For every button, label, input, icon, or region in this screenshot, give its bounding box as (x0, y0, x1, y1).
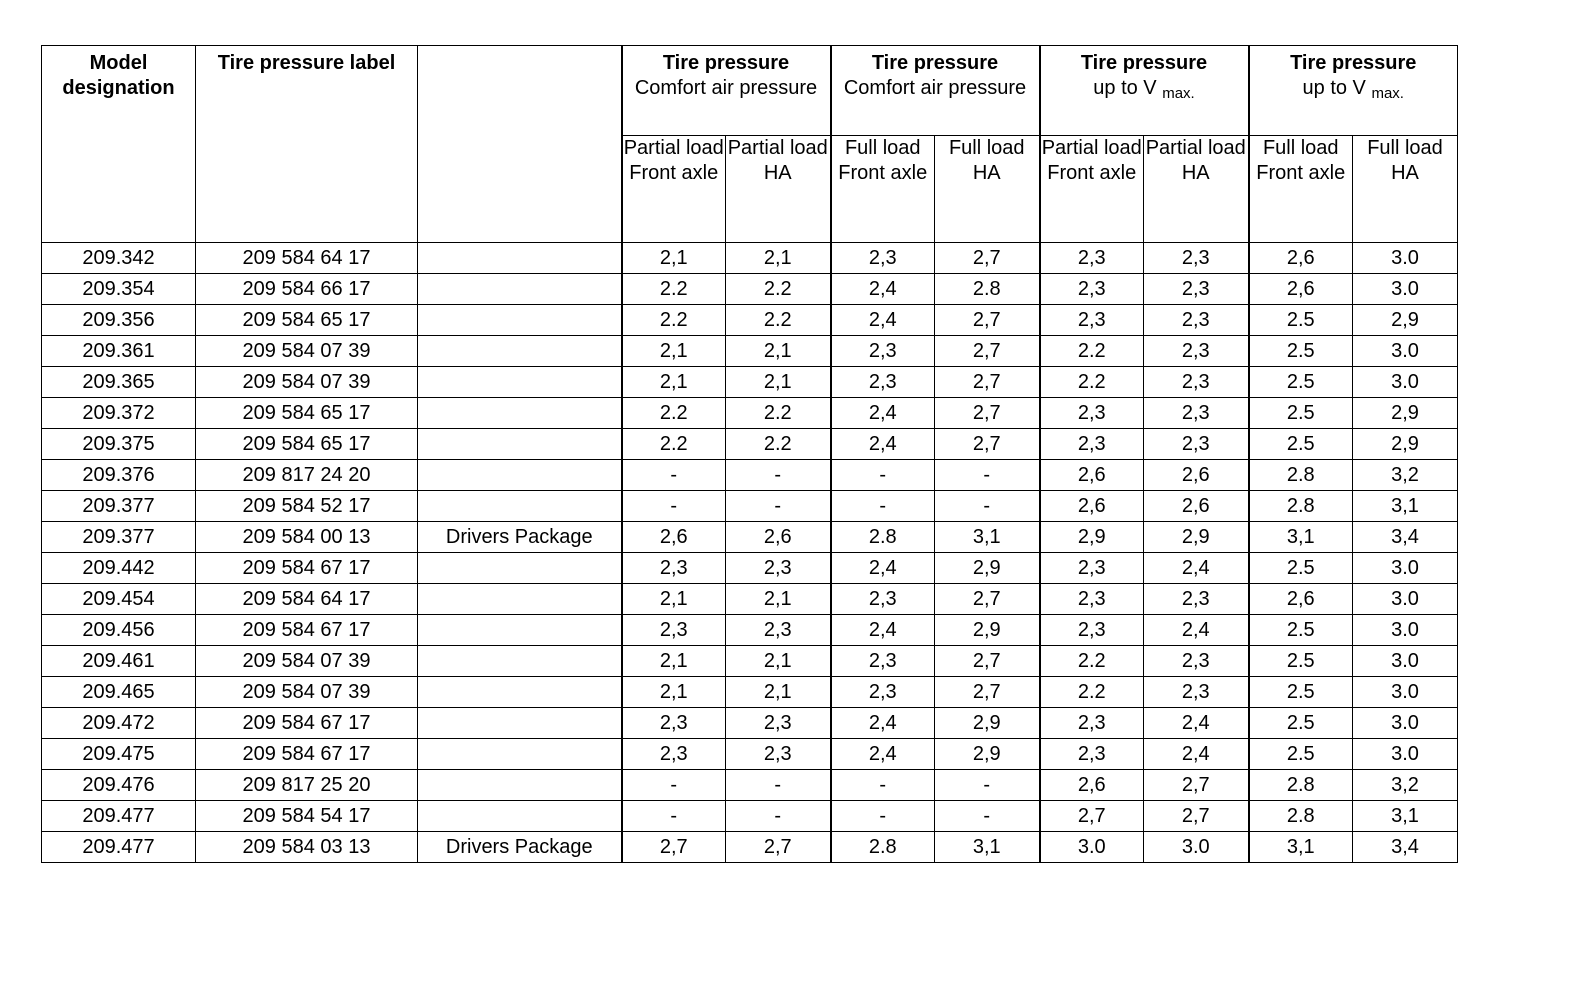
notes-cell (418, 708, 622, 739)
vmax-partial-front-cell: 2,3 (1040, 615, 1144, 646)
vmax-partial-front-cell: 2,3 (1040, 584, 1144, 615)
notes-cell (418, 677, 622, 708)
label-cell: 209 584 07 39 (196, 336, 418, 367)
vmax-partial-front-cell: 2,3 (1040, 305, 1144, 336)
vmax-partial-ha-cell: 2,4 (1144, 739, 1249, 770)
vmax-partial-ha-cell: 2,6 (1144, 460, 1249, 491)
comfort-full-ha-cell: 2.8 (935, 274, 1040, 305)
model-designation-label: Model designation (62, 52, 175, 99)
comfort-full-ha-cell: - (935, 460, 1040, 491)
comfort-full-ha-cell: 2,7 (935, 398, 1040, 429)
group-title: Tire pressure (871, 52, 999, 74)
label-cell: 209 584 00 13 (196, 522, 418, 553)
vmax-full-ha-cell: 3,2 (1353, 770, 1458, 801)
vmax-partial-front-cell: 3.0 (1040, 832, 1144, 863)
comfort-partial-front-cell: 2,7 (622, 832, 726, 863)
vmax-full-front-cell: 2.5 (1249, 615, 1353, 646)
comfort-partial-front-cell: - (622, 491, 726, 522)
vmax-partial-ha-cell: 2,3 (1144, 677, 1249, 708)
comfort-partial-front-cell: 2.2 (622, 398, 726, 429)
comfort-partial-ha-cell: 2,1 (726, 584, 831, 615)
label-cell: 209 584 65 17 (196, 398, 418, 429)
group-subtitle: up to V $_{max.}$ (1093, 77, 1195, 102)
table-row (42, 739, 1458, 770)
notes-cell (418, 398, 622, 429)
model-cell: 209.477 (42, 832, 196, 863)
vmax-partial-ha-cell: 2,3 (1144, 243, 1249, 274)
label-cell: 209 584 67 17 (196, 739, 418, 770)
comfort-full-front-cell: - (831, 491, 935, 522)
label-cell: 209 584 65 17 (196, 429, 418, 460)
vmax-full-front-cell: 2.5 (1249, 305, 1353, 336)
vmax-full-front-cell: 2.5 (1249, 739, 1353, 770)
comfort-full-front-cell: 2,3 (831, 243, 935, 274)
comfort-full-ha-cell: 2,7 (935, 305, 1040, 336)
model-cell: 209.372 (42, 398, 196, 429)
comfort-full-front-cell: 2,4 (831, 615, 935, 646)
vmax-full-ha-cell: 3,4 (1353, 522, 1458, 553)
label-cell: 209 817 24 20 (196, 460, 418, 491)
vmax-full-front-cell: 2.5 (1249, 336, 1353, 367)
label-cell: 209 584 07 39 (196, 677, 418, 708)
comfort-partial-front-cell: - (622, 460, 726, 491)
model-cell: 209.377 (42, 522, 196, 553)
vmax-partial-front-cell: 2,3 (1040, 553, 1144, 584)
comfort-partial-front-cell: 2,1 (622, 584, 726, 615)
table-row (42, 460, 1458, 491)
vmax-partial-ha-cell: 2,4 (1144, 615, 1249, 646)
vmax-partial-ha-cell: 2,3 (1144, 274, 1249, 305)
table-body (42, 243, 1458, 863)
label-cell: 209 584 67 17 (196, 708, 418, 739)
header-partial-front: Partial load Front axle (622, 136, 726, 243)
table-row (42, 305, 1458, 336)
comfort-full-ha-cell: 2,9 (935, 739, 1040, 770)
vmax-partial-ha-cell: 3.0 (1144, 832, 1249, 863)
model-cell: 209.472 (42, 708, 196, 739)
comfort-full-ha-cell: 3,1 (935, 522, 1040, 553)
table-row (42, 615, 1458, 646)
comfort-full-front-cell: 2,3 (831, 646, 935, 677)
comfort-partial-ha-cell: 2,3 (726, 708, 831, 739)
comfort-full-front-cell: 2,4 (831, 305, 935, 336)
comfort-full-front-cell: 2,4 (831, 553, 935, 584)
vmax-partial-front-cell: 2.2 (1040, 646, 1144, 677)
comfort-partial-front-cell: 2,1 (622, 243, 726, 274)
comfort-full-ha-cell: 2,9 (935, 615, 1040, 646)
vmax-partial-ha-cell: 2,4 (1144, 553, 1249, 584)
group-subtitle: up to V $_{max.}$ (1302, 77, 1404, 102)
header-group-vmax-partial (1040, 46, 1249, 136)
comfort-full-front-cell: 2,4 (831, 398, 935, 429)
vmax-partial-ha-cell: 2,3 (1144, 398, 1249, 429)
vmax-full-ha-cell: 3.0 (1353, 553, 1458, 584)
vmax-full-ha-cell: 3.0 (1353, 646, 1458, 677)
vmax-full-ha-cell: 3.0 (1353, 739, 1458, 770)
comfort-full-front-cell: - (831, 460, 935, 491)
comfort-partial-ha-cell: 2,1 (726, 677, 831, 708)
notes-cell (418, 770, 622, 801)
comfort-full-front-cell: 2,3 (831, 677, 935, 708)
label-cell: 209 584 64 17 (196, 243, 418, 274)
vmax-partial-front-cell: 2.2 (1040, 336, 1144, 367)
table-row (42, 801, 1458, 832)
table-row (42, 832, 1458, 863)
model-cell: 209.342 (42, 243, 196, 274)
vmax-partial-ha-cell: 2,6 (1144, 491, 1249, 522)
vmax-full-ha-cell: 3.0 (1353, 584, 1458, 615)
comfort-full-ha-cell: - (935, 491, 1040, 522)
comfort-full-front-cell: 2.8 (831, 522, 935, 553)
comfort-partial-ha-cell: - (726, 460, 831, 491)
group-title: Tire pressure (1080, 52, 1208, 74)
comfort-full-front-cell: 2,4 (831, 739, 935, 770)
header-group-comfort-partial (622, 46, 831, 136)
comfort-full-front-cell: - (831, 801, 935, 832)
comfort-full-ha-cell: 2,7 (935, 336, 1040, 367)
model-cell: 209.375 (42, 429, 196, 460)
comfort-full-front-cell: 2,4 (831, 708, 935, 739)
label-cell: 209 584 52 17 (196, 491, 418, 522)
table-row (42, 708, 1458, 739)
vmax-partial-front-cell: 2,3 (1040, 398, 1144, 429)
comfort-partial-ha-cell: - (726, 770, 831, 801)
vmax-partial-ha-cell: 2,4 (1144, 708, 1249, 739)
group-title: Tire pressure (662, 52, 790, 74)
notes-cell (418, 367, 622, 398)
comfort-full-front-cell: 2,3 (831, 584, 935, 615)
model-cell: 209.442 (42, 553, 196, 584)
vmax-partial-ha-cell: 2,3 (1144, 336, 1249, 367)
label-cell: 209 584 67 17 (196, 553, 418, 584)
vmax-full-front-cell: 2.8 (1249, 491, 1353, 522)
vmax-full-ha-cell: 3.0 (1353, 677, 1458, 708)
vmax-full-ha-cell: 2,9 (1353, 429, 1458, 460)
vmax-partial-front-cell: 2,7 (1040, 801, 1144, 832)
comfort-partial-ha-cell: 2.2 (726, 305, 831, 336)
model-cell: 209.365 (42, 367, 196, 398)
vmax-full-front-cell: 3,1 (1249, 522, 1353, 553)
label-cell: 209 584 64 17 (196, 584, 418, 615)
comfort-partial-front-cell: 2,3 (622, 708, 726, 739)
notes-cell (418, 305, 622, 336)
table-row (42, 367, 1458, 398)
model-cell: 209.377 (42, 491, 196, 522)
label-cell: 209 584 07 39 (196, 646, 418, 677)
label-cell: 209 584 66 17 (196, 274, 418, 305)
vmax-full-front-cell: 2.5 (1249, 646, 1353, 677)
group-title: Tire pressure (1290, 52, 1417, 74)
vmax-partial-ha-cell: 2,3 (1144, 646, 1249, 677)
comfort-partial-ha-cell: 2,1 (726, 336, 831, 367)
vmax-full-front-cell: 2.8 (1249, 801, 1353, 832)
label-cell: 209 584 07 39 (196, 367, 418, 398)
vmax-partial-ha-cell: 2,3 (1144, 429, 1249, 460)
vmax-partial-front-cell: 2,6 (1040, 770, 1144, 801)
notes-cell: Drivers Package (418, 832, 622, 863)
comfort-full-ha-cell: 2,7 (935, 429, 1040, 460)
comfort-partial-front-cell: 2,1 (622, 646, 726, 677)
comfort-partial-ha-cell: 2,3 (726, 553, 831, 584)
comfort-partial-ha-cell: 2,6 (726, 522, 831, 553)
comfort-partial-front-cell: - (622, 801, 726, 832)
vmax-full-front-cell: 2.5 (1249, 367, 1353, 398)
comfort-full-front-cell: - (831, 770, 935, 801)
header-partial-ha: Partial load HA (1144, 136, 1249, 243)
comfort-full-front-cell: 2,3 (831, 336, 935, 367)
vmax-full-ha-cell: 3.0 (1353, 615, 1458, 646)
notes-cell (418, 336, 622, 367)
vmax-partial-front-cell: 2,6 (1040, 491, 1144, 522)
model-cell: 209.475 (42, 739, 196, 770)
vmax-full-front-cell: 2,6 (1249, 584, 1353, 615)
table-row (42, 677, 1458, 708)
model-cell: 209.465 (42, 677, 196, 708)
label-cell: 209 584 03 13 (196, 832, 418, 863)
notes-cell (418, 491, 622, 522)
vmax-partial-front-cell: 2,9 (1040, 522, 1144, 553)
comfort-full-ha-cell: - (935, 770, 1040, 801)
vmax-full-ha-cell: 2,9 (1353, 305, 1458, 336)
table-row (42, 429, 1458, 460)
comfort-partial-front-cell: 2,1 (622, 677, 726, 708)
vmax-partial-front-cell: 2,3 (1040, 739, 1144, 770)
notes-cell (418, 739, 622, 770)
vmax-partial-front-cell: 2.2 (1040, 677, 1144, 708)
table-row (42, 522, 1458, 553)
header-tire-pressure-label (196, 46, 418, 243)
vmax-full-front-cell: 2.5 (1249, 429, 1353, 460)
table-row (42, 491, 1458, 522)
table-row (42, 398, 1458, 429)
vmax-partial-front-cell: 2.2 (1040, 367, 1144, 398)
comfort-full-ha-cell: 2,9 (935, 708, 1040, 739)
vmax-full-front-cell: 2.8 (1249, 460, 1353, 491)
comfort-full-ha-cell: 3,1 (935, 832, 1040, 863)
vmax-full-ha-cell: 2,9 (1353, 398, 1458, 429)
comfort-partial-front-cell: 2.2 (622, 274, 726, 305)
vmax-full-ha-cell: 3,1 (1353, 491, 1458, 522)
comfort-full-front-cell: 2.8 (831, 832, 935, 863)
vmax-full-front-cell: 2.5 (1249, 708, 1353, 739)
table-row (42, 336, 1458, 367)
notes-cell (418, 429, 622, 460)
comfort-partial-ha-cell: 2.2 (726, 398, 831, 429)
comfort-full-ha-cell: 2,7 (935, 584, 1040, 615)
notes-cell (418, 274, 622, 305)
vmax-full-front-cell: 2.5 (1249, 398, 1353, 429)
comfort-partial-front-cell: 2.2 (622, 305, 726, 336)
tire-pressure-label-heading: Tire pressure label (217, 52, 396, 74)
vmax-full-ha-cell: 3,4 (1353, 832, 1458, 863)
header-partial-front: Partial load Front axle (1040, 136, 1144, 243)
header-full-ha: Full load HA (1353, 136, 1458, 243)
header-group-vmax-full (1249, 46, 1458, 136)
comfort-partial-ha-cell: 2.2 (726, 429, 831, 460)
vmax-partial-ha-cell: 2,9 (1144, 522, 1249, 553)
vmax-partial-ha-cell: 2,3 (1144, 305, 1249, 336)
comfort-partial-front-cell: 2,1 (622, 367, 726, 398)
comfort-partial-ha-cell: 2,1 (726, 243, 831, 274)
table-row (42, 584, 1458, 615)
comfort-partial-front-cell: 2,3 (622, 739, 726, 770)
notes-cell (418, 615, 622, 646)
vmax-partial-front-cell: 2,3 (1040, 274, 1144, 305)
comfort-partial-front-cell: 2.2 (622, 429, 726, 460)
model-cell: 209.376 (42, 460, 196, 491)
vmax-partial-front-cell: 2,3 (1040, 429, 1144, 460)
vmax-partial-front-cell: 2,3 (1040, 243, 1144, 274)
vmax-full-ha-cell: 3,2 (1353, 460, 1458, 491)
comfort-full-ha-cell: 2,7 (935, 646, 1040, 677)
header-full-ha: Full load HA (935, 136, 1040, 243)
table-row (42, 274, 1458, 305)
group-subtitle: Comfort air pressure (634, 77, 818, 99)
notes-cell (418, 646, 622, 677)
comfort-partial-front-cell: 2,3 (622, 615, 726, 646)
vmax-full-ha-cell: 3.0 (1353, 274, 1458, 305)
vmax-partial-ha-cell: 2,7 (1144, 770, 1249, 801)
vmax-full-ha-cell: 3.0 (1353, 708, 1458, 739)
model-cell: 209.477 (42, 801, 196, 832)
vmax-full-front-cell: 2,6 (1249, 243, 1353, 274)
comfort-full-ha-cell: 2,7 (935, 367, 1040, 398)
model-cell: 209.461 (42, 646, 196, 677)
comfort-partial-ha-cell: 2,7 (726, 832, 831, 863)
comfort-full-front-cell: 2,3 (831, 367, 935, 398)
vmax-full-front-cell: 2,6 (1249, 274, 1353, 305)
vmax-partial-ha-cell: 2,7 (1144, 801, 1249, 832)
vmax-full-ha-cell: 3,1 (1353, 801, 1458, 832)
vmax-full-ha-cell: 3.0 (1353, 243, 1458, 274)
notes-cell (418, 243, 622, 274)
notes-cell (418, 584, 622, 615)
comfort-partial-ha-cell: - (726, 491, 831, 522)
comfort-partial-ha-cell: 2.2 (726, 274, 831, 305)
comfort-partial-front-cell: 2,6 (622, 522, 726, 553)
header-model-designation (42, 46, 196, 243)
comfort-full-front-cell: 2,4 (831, 274, 935, 305)
comfort-full-front-cell: 2,4 (831, 429, 935, 460)
comfort-partial-front-cell: 2,1 (622, 336, 726, 367)
table-row (42, 243, 1458, 274)
comfort-partial-ha-cell: - (726, 801, 831, 832)
vmax-partial-ha-cell: 2,3 (1144, 367, 1249, 398)
vmax-partial-ha-cell: 2,3 (1144, 584, 1249, 615)
comfort-partial-ha-cell: 2,3 (726, 615, 831, 646)
comfort-full-ha-cell: 2,9 (935, 553, 1040, 584)
vmax-full-front-cell: 3,1 (1249, 832, 1353, 863)
vmax-partial-front-cell: 2,6 (1040, 460, 1144, 491)
comfort-partial-ha-cell: 2,3 (726, 739, 831, 770)
model-cell: 209.356 (42, 305, 196, 336)
comfort-partial-ha-cell: 2,1 (726, 646, 831, 677)
comfort-partial-ha-cell: 2,1 (726, 367, 831, 398)
vmax-full-ha-cell: 3.0 (1353, 336, 1458, 367)
label-cell: 209 584 65 17 (196, 305, 418, 336)
label-cell: 209 584 67 17 (196, 615, 418, 646)
model-cell: 209.361 (42, 336, 196, 367)
tire-pressure-table (41, 45, 1458, 863)
label-cell: 209 584 54 17 (196, 801, 418, 832)
comfort-partial-front-cell: 2,3 (622, 553, 726, 584)
vmax-partial-front-cell: 2,3 (1040, 708, 1144, 739)
model-cell: 209.476 (42, 770, 196, 801)
comfort-full-ha-cell: - (935, 801, 1040, 832)
comfort-full-ha-cell: 2,7 (935, 243, 1040, 274)
notes-cell (418, 553, 622, 584)
vmax-full-front-cell: 2.5 (1249, 677, 1353, 708)
header-group-comfort-full (831, 46, 1040, 136)
header-full-front: Full load Front axle (831, 136, 935, 243)
comfort-full-ha-cell: 2,7 (935, 677, 1040, 708)
table-row (42, 770, 1458, 801)
vmax-full-front-cell: 2.5 (1249, 553, 1353, 584)
model-cell: 209.456 (42, 615, 196, 646)
vmax-full-front-cell: 2.8 (1249, 770, 1353, 801)
table-row (42, 646, 1458, 677)
label-cell: 209 817 25 20 (196, 770, 418, 801)
model-cell: 209.354 (42, 274, 196, 305)
comfort-partial-front-cell: - (622, 770, 726, 801)
notes-cell (418, 460, 622, 491)
header-full-front: Full load Front axle (1249, 136, 1353, 243)
header-partial-ha: Partial load HA (726, 136, 831, 243)
header-notes-column (418, 46, 622, 243)
table-row (42, 553, 1458, 584)
notes-cell (418, 801, 622, 832)
group-subtitle: Comfort air pressure (843, 77, 1027, 99)
notes-cell: Drivers Package (418, 522, 622, 553)
vmax-full-ha-cell: 3.0 (1353, 367, 1458, 398)
model-cell: 209.454 (42, 584, 196, 615)
